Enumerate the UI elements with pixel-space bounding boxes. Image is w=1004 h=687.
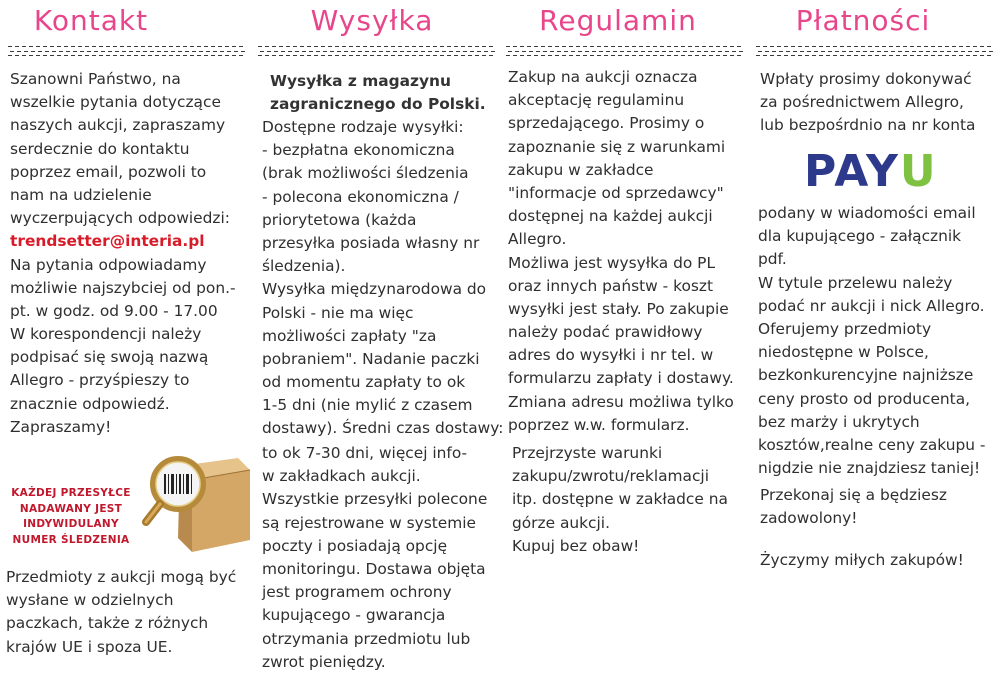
text-line: akceptację regulaminu	[508, 91, 685, 110]
text-line: otrzymania przedmiotu lub	[262, 629, 471, 648]
text-line: Oferujemy przedmioty	[758, 319, 932, 338]
text-line: znacznie odpowiedź.	[10, 394, 170, 413]
text-line: są rejestrowane w systemie	[262, 513, 477, 532]
text-line: śledzenia).	[262, 257, 346, 276]
text-line: Allegro.	[508, 230, 567, 249]
payu-logo	[804, 148, 938, 196]
text-line: lub bezpośrdnio na nr konta	[760, 116, 976, 135]
text-line: należy podać prawidłowy	[508, 323, 703, 342]
text-line: dostępnej na każdej aukcji	[508, 207, 713, 226]
text-line: Na pytania odpowiadamy	[10, 255, 207, 274]
parcel-magnifier-icon	[142, 448, 252, 558]
divider	[756, 44, 994, 58]
text-line: zakupu w zakładce	[508, 160, 654, 179]
text-line: paczkach, także z różnych	[6, 614, 209, 633]
text-line: wyczerpujących odpowiedzi:	[10, 209, 230, 228]
text-line: zadowolony!	[760, 509, 858, 528]
text-line: Przekonaj się a będziesz	[760, 486, 947, 504]
text-line: W tytule przelewu należy	[758, 273, 953, 292]
platnosci-body	[758, 202, 985, 480]
text-line: monitoringu. Dostawa objęta	[262, 559, 486, 578]
text-line: Zmiana adresu możliwa tylko	[508, 392, 734, 411]
wysylka-heading: Wysyłka	[310, 4, 434, 37]
wysylka-body	[262, 116, 503, 441]
text-line: Możliwa jest wysyłka do PL	[508, 253, 716, 272]
text-line: - polecona ekonomiczna /	[262, 187, 459, 206]
text-line: adres do wysyłki i nr tel. w	[508, 346, 714, 365]
text-line: ceny prosto od producenta,	[758, 389, 971, 408]
text-line: możliwości zapłaty "za	[262, 326, 437, 345]
regulamin-body	[508, 66, 734, 437]
text-line: Wysyłka z magazynu	[270, 72, 451, 90]
text-line: dostawy). Średni czas dostawy:	[262, 419, 504, 438]
badge-line: NUMER ŚLEDZENIA	[12, 533, 130, 546]
text-line: Wszystkie przesyłki polecone	[262, 490, 488, 509]
text-line: zwrot pieniędzy.	[262, 652, 386, 671]
text-line: wysłane w odzielnych	[6, 591, 174, 610]
text-line: 1-5 dni (nie mylić z czasem	[262, 396, 473, 415]
platnosci-column	[754, 0, 1000, 687]
text-line: Zakup na aukcji oznacza	[508, 68, 698, 86]
text-line: bezkonkurencyjne najniższe	[758, 366, 974, 385]
text-line: pobraniem". Nadanie paczki	[262, 349, 480, 368]
text-line: Dostępne rodzaje wysyłki:	[262, 118, 464, 136]
divider	[258, 44, 496, 58]
payu-logo-accent: U	[899, 146, 938, 197]
text-line: Allegro - przyśpieszy to	[10, 371, 190, 390]
kontakt-shipping-note	[6, 566, 236, 659]
wysylka-body-2	[262, 442, 487, 674]
kontakt-heading: Kontakt	[33, 4, 149, 37]
wysylka-column	[256, 0, 504, 687]
text-line: Szanowni Państwo, na	[10, 70, 181, 88]
text-line: naszych aukcji, zapraszamy	[10, 116, 226, 135]
text-line: kupującego - gwarancja	[262, 606, 446, 625]
kontakt-column	[6, 0, 252, 687]
text-line: "informacje od sprzedawcy"	[508, 183, 724, 202]
text-line: Wysyłka międzynarodowa do	[262, 280, 487, 299]
text-line: Kupuj bez obaw!	[512, 536, 640, 555]
text-line: nigdzie nie znajdziesz taniej!	[758, 459, 981, 478]
badge-line: INDYWIDULANY	[23, 518, 119, 530]
text-line: oraz innych państw - koszt	[508, 276, 713, 295]
text-line: Wpłaty prosimy dokonywać	[760, 70, 972, 88]
text-line: możliwie najszybciej od pon.-	[10, 278, 236, 297]
text-line: pt. w godz. od 9.00 - 17.00	[10, 301, 218, 320]
text-line: nam na udzielenie	[10, 185, 152, 204]
text-line: od momentu zapłaty to ok	[262, 373, 466, 392]
text-line: bez marży i ukrytych	[758, 412, 920, 431]
text-line: (brak możliwości śledzenia	[262, 164, 469, 183]
text-line: Przedmioty z aukcji mogą być	[6, 568, 237, 586]
payu-logo-main: PAY	[804, 146, 900, 197]
divider	[8, 44, 246, 58]
text-line: podać nr aukcji i nick Allegro.	[758, 296, 985, 315]
text-line: jest programem ochrony	[262, 583, 452, 602]
text-line: kosztów,realne ceny zakupu -	[758, 435, 986, 454]
text-line: niedostępne w Polsce,	[758, 343, 929, 362]
contact-email-link[interactable]: trendsetter@interia.pl	[10, 232, 205, 251]
kontakt-intro	[10, 68, 236, 439]
wysylka-lead	[270, 70, 486, 116]
text-line: poczty i posiadają opcję	[262, 536, 448, 555]
text-line: wysyłki jest stały. Po zakupie	[508, 299, 729, 318]
text-line: itp. dostępne w zakładce na	[512, 490, 728, 509]
platnosci-closing: Życzymy miłych zakupów!	[760, 551, 964, 569]
badge-line: KAŻDEJ PRZESYŁCE	[11, 487, 131, 499]
text-line: zapoznanie się z warunkami	[508, 137, 726, 156]
tracking-number-badge	[6, 486, 136, 548]
text-line: sprzedającego. Prosimy o	[508, 114, 705, 133]
text-line: serdecznie do kontaktu	[10, 139, 190, 158]
badge-line: NADAWANY JEST	[19, 502, 123, 515]
text-line: krajów UE i spoza UE.	[6, 637, 173, 656]
text-line: podany w wiadomości email	[758, 204, 976, 222]
text-line: Przejrzyste warunki	[512, 444, 663, 462]
text-line: poprzez w.w. formularz.	[508, 415, 690, 434]
text-line: pdf.	[758, 250, 787, 269]
text-line: Zapraszamy!	[10, 417, 112, 436]
divider	[506, 44, 744, 58]
text-line: formularzu zapłaty i dostawy.	[508, 369, 734, 388]
text-line: przesyłka posiada własny nr	[262, 233, 480, 252]
text-line: za pośrednictwem Allegro,	[760, 93, 964, 112]
text-line: podpisać się swoją nazwą	[10, 348, 209, 367]
text-line: zakupu/zwrotu/reklamacji	[512, 467, 709, 486]
text-line: dla kupującego - załącznik	[758, 227, 962, 246]
text-line: w zakładkach aukcji.	[262, 467, 421, 486]
text-line: to ok 7-30 dni, więcej info-	[262, 444, 468, 462]
text-line: W korespondencji należy	[10, 325, 202, 344]
regulamin-column	[504, 0, 752, 687]
text-line: wszelkie pytania dotyczące	[10, 93, 221, 112]
text-line: Polski - nie ma więc	[262, 303, 414, 322]
text-line: priorytetowa (każda	[262, 210, 417, 229]
platnosci-heading: Płatności	[795, 4, 931, 37]
text-line: - bezpłatna ekonomiczna	[262, 141, 455, 160]
platnosci-intro	[760, 68, 975, 138]
regulamin-footer	[512, 442, 728, 558]
text-line: poprzez email, pozwoli to	[10, 162, 207, 181]
platnosci-encouragement	[760, 484, 947, 530]
text-line: zagranicznego do Polski.	[270, 95, 486, 114]
regulamin-heading: Regulamin	[539, 4, 697, 37]
text-line: górze aukcji.	[512, 513, 610, 532]
